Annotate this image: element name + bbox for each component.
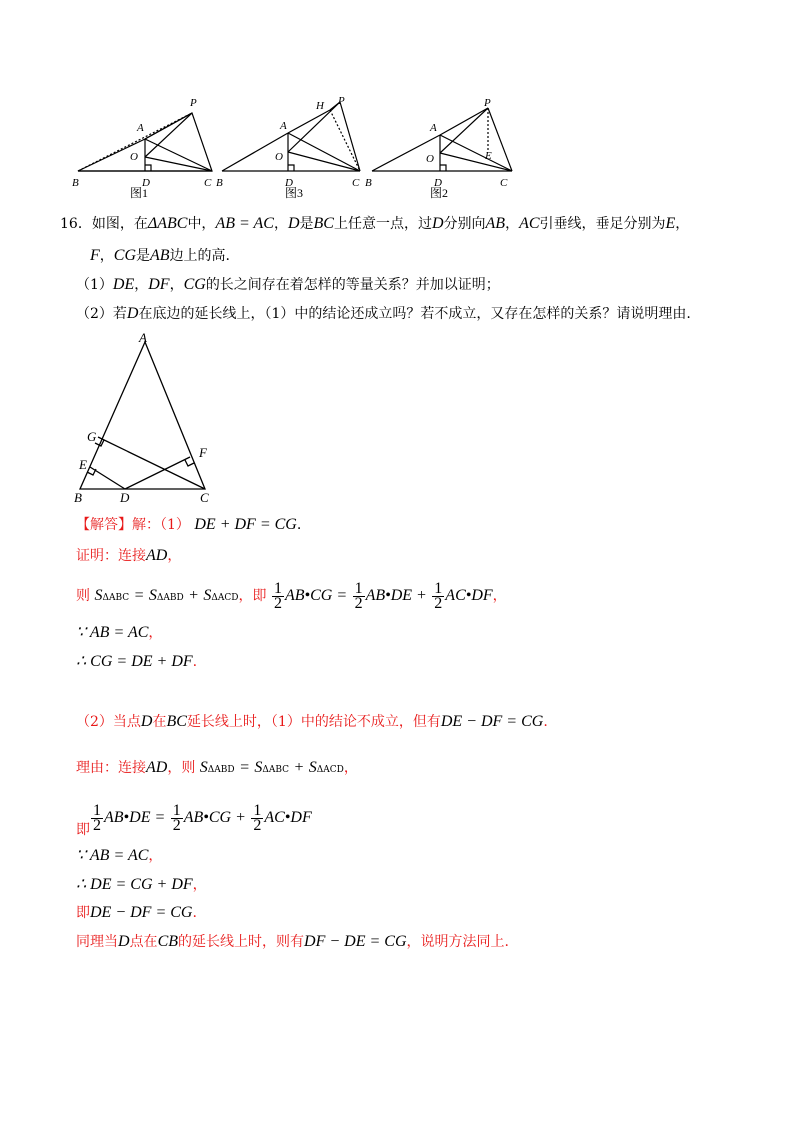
fraction-half: $\frac{1}{2}$ xyxy=(354,579,363,612)
answer-line-4: ∵ AB = AC， xyxy=(76,624,163,641)
answer-tag: 【解答】 xyxy=(76,517,132,533)
fig2-label-a: A xyxy=(430,122,437,134)
problem-number: 16． xyxy=(60,216,92,232)
fig3-label-o: O xyxy=(275,151,283,163)
figure-3-diagram xyxy=(222,102,360,171)
figure-1-diagram xyxy=(78,113,212,171)
fig3-label-a: A xyxy=(280,120,287,132)
fig2-label-e: E xyxy=(485,150,492,162)
answer-line-2: 证明：连接AD， xyxy=(76,547,182,564)
answer-part2-line-2: 理由：连接AD，则 SΔABD = SΔABC + SΔACD， xyxy=(76,759,358,776)
question-1: （1）DE，DF，CG的长之间存在着怎样的等量关系？并加以证明； xyxy=(76,276,500,293)
main-label-b: B xyxy=(74,490,82,505)
fraction-half: $\frac{1}{2}$ xyxy=(434,579,443,612)
answer-part2-line-4: ∵ AB = AC， xyxy=(76,847,163,864)
answer-part2-line-5: ∴ DE = CG + DF， xyxy=(76,876,207,893)
fig2-label-c: C xyxy=(500,177,508,189)
fig1-label-a: A xyxy=(137,122,144,134)
fig2-label-p: P xyxy=(484,97,491,109)
answer-part2-line-1: （2）当点D在BC延长线上时，（1）中的结论不成立，但有DE − DF = CG. xyxy=(76,713,548,730)
fig1-label-b: B xyxy=(72,177,79,189)
fraction-half: $\frac{1}{2}$ xyxy=(172,801,181,834)
answer-part2-line-7: 同理当D点在CB的延长线上时，则有DF − DE = CG，说明方法同上. xyxy=(76,933,509,950)
fraction-half: $\frac{1}{2}$ xyxy=(93,801,101,834)
problem-line-1: 16．如图，在ΔABC中，AB = AC，D是BC上任意一点，过D分别向AB，AC引垂线，垂足分别为E， xyxy=(60,215,690,232)
fig2-label-b: B xyxy=(365,177,372,189)
fraction-half: $\frac{1}{2}$ xyxy=(253,801,262,834)
question-2: （2）若D在底边的延长线上，（1）中的结论还成立吗？若不成立，又存在怎样的关系？请说明理由. xyxy=(76,305,691,322)
main-label-g: G xyxy=(87,429,97,444)
problem-line-2: F，CG是AB边上的高. xyxy=(90,247,231,264)
main-label-a: A xyxy=(139,330,147,345)
main-label-f: F xyxy=(199,445,207,460)
answer-line-5: ∴ CG = DE + DF. xyxy=(76,653,198,670)
fig3-label-c: C xyxy=(352,177,360,189)
fig1-label-d: D xyxy=(142,177,150,189)
fig3-label-p: P xyxy=(338,95,345,107)
fig3-caption: 图3 xyxy=(285,186,304,200)
fig2-label-d: D xyxy=(434,177,442,189)
fig1-label-o: O xyxy=(130,151,138,163)
fig1-label-p: P xyxy=(190,97,197,109)
main-triangle-figure xyxy=(70,328,220,508)
fraction-half: $\frac{1}{2}$ xyxy=(273,579,282,612)
main-label-c: C xyxy=(200,490,209,505)
fig2-caption: 图2 xyxy=(430,186,449,200)
fig2-label-o: O xyxy=(426,153,434,165)
fig1-label-c: C xyxy=(204,177,212,189)
answer-part2-line-6: 即DE − DF = CG. xyxy=(76,904,197,921)
fig1-caption: 图1 xyxy=(130,186,149,200)
answer-part2-line-3: 即 $\frac{1}{2}$ AB•DE = $\frac{1}{2}$ AB•CG + $\frac{1}{2}$ AC•DF xyxy=(76,801,312,838)
main-label-d: D xyxy=(120,490,130,505)
answer-line-1: 【解答】解：（1） DE + DF = CG. xyxy=(76,516,302,533)
fig3-label-b: B xyxy=(216,177,223,189)
fig3-label-d: D xyxy=(285,177,293,189)
answer-line-3: 则 SΔABC = SΔABD + SΔACD，即 $\frac{1}{2}$ AB•CG = $\frac{1}{2}$ AB•DE + $\frac{1}{2}$ AC•DF， xyxy=(76,579,507,612)
top-figures xyxy=(60,92,530,200)
fig3-label-h: H xyxy=(316,100,324,112)
main-label-e: E xyxy=(79,457,87,472)
